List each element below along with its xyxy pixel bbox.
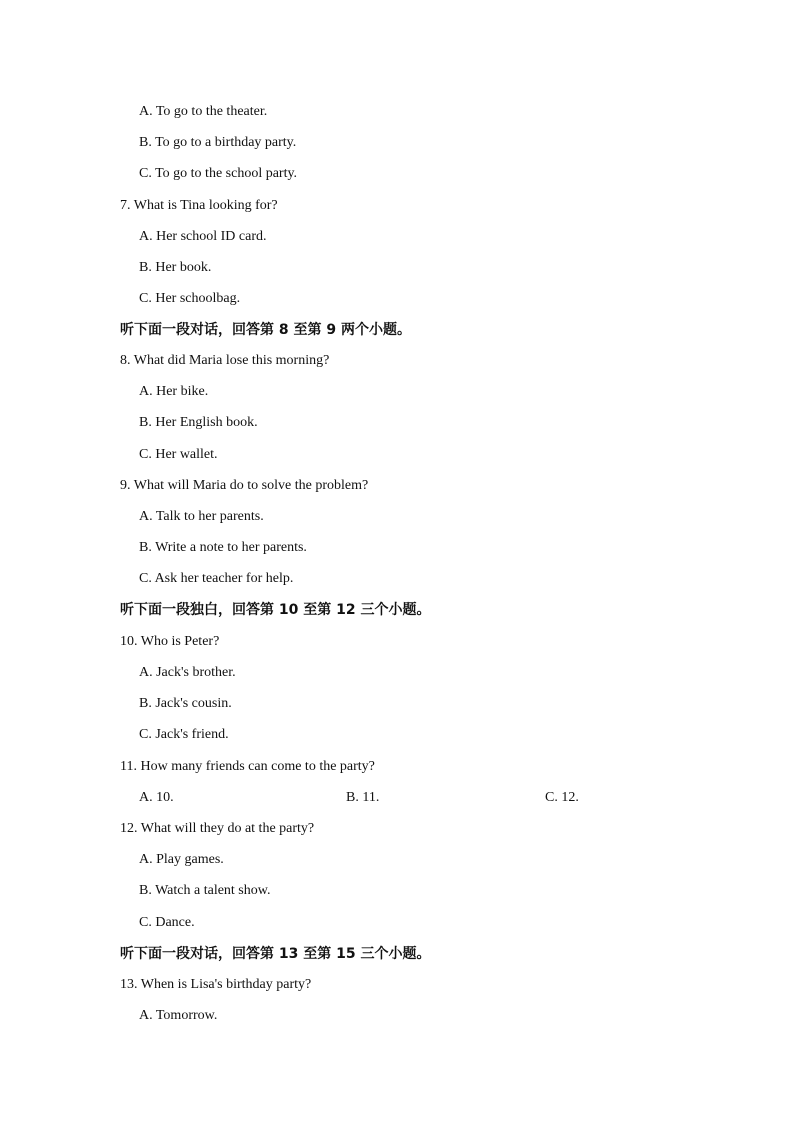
q10-option-a: A. Jack's brother. (139, 665, 236, 680)
q13-option-a: A. Tomorrow. (139, 1008, 218, 1023)
section-heading-13-15: 听下面一段对话，回答第 13 至第 15 三个小题。 (120, 946, 431, 962)
q8-option-b: B. Her English book. (139, 415, 258, 430)
q12-option-a: A. Play games. (139, 852, 224, 867)
q8-option-a: A. Her bike. (139, 384, 209, 399)
q8-question: 8. What did Maria lose this morning? (120, 353, 330, 368)
q6-option-c: C. To go to the school party. (139, 166, 298, 181)
q11-option-b: B. 11. (346, 790, 380, 805)
q11-option-c: C. 12. (545, 790, 579, 805)
q12-option-c: C. Dance. (139, 915, 195, 930)
q10-question: 10. Who is Peter? (120, 634, 220, 649)
section-heading-8-9: 听下面一段对话，回答第 8 至第 9 两个小题。 (120, 322, 411, 338)
q10-option-b: B. Jack's cousin. (139, 696, 232, 711)
q13-question: 13. When is Lisa's birthday party? (120, 977, 312, 992)
q12-question: 12. What will they do at the party? (120, 821, 315, 836)
q7-option-c: C. Her schoolbag. (139, 291, 241, 306)
q12-option-b: B. Watch a talent show. (139, 883, 271, 898)
q9-question: 9. What will Maria do to solve the problem? (120, 478, 369, 493)
q7-option-a: A. Her school ID card. (139, 229, 267, 244)
q7-option-b: B. Her book. (139, 260, 212, 275)
q9-option-c: C. Ask her teacher for help. (139, 571, 294, 586)
q11-option-a: A. 10. (139, 790, 174, 805)
q9-option-a: A. Talk to her parents. (139, 509, 264, 524)
q8-option-c: C. Her wallet. (139, 447, 218, 462)
q11-question: 11. How many friends can come to the party? (120, 759, 375, 774)
q7-question: 7. What is Tina looking for? (120, 198, 278, 213)
q9-option-b: B. Write a note to her parents. (139, 540, 307, 555)
q6-option-b: B. To go to a birthday party. (139, 135, 297, 150)
q10-option-c: C. Jack's friend. (139, 727, 229, 742)
q6-option-a: A. To go to the theater. (139, 104, 268, 119)
section-heading-10-12: 听下面一段独白，回答第 10 至第 12 三个小题。 (120, 602, 431, 618)
